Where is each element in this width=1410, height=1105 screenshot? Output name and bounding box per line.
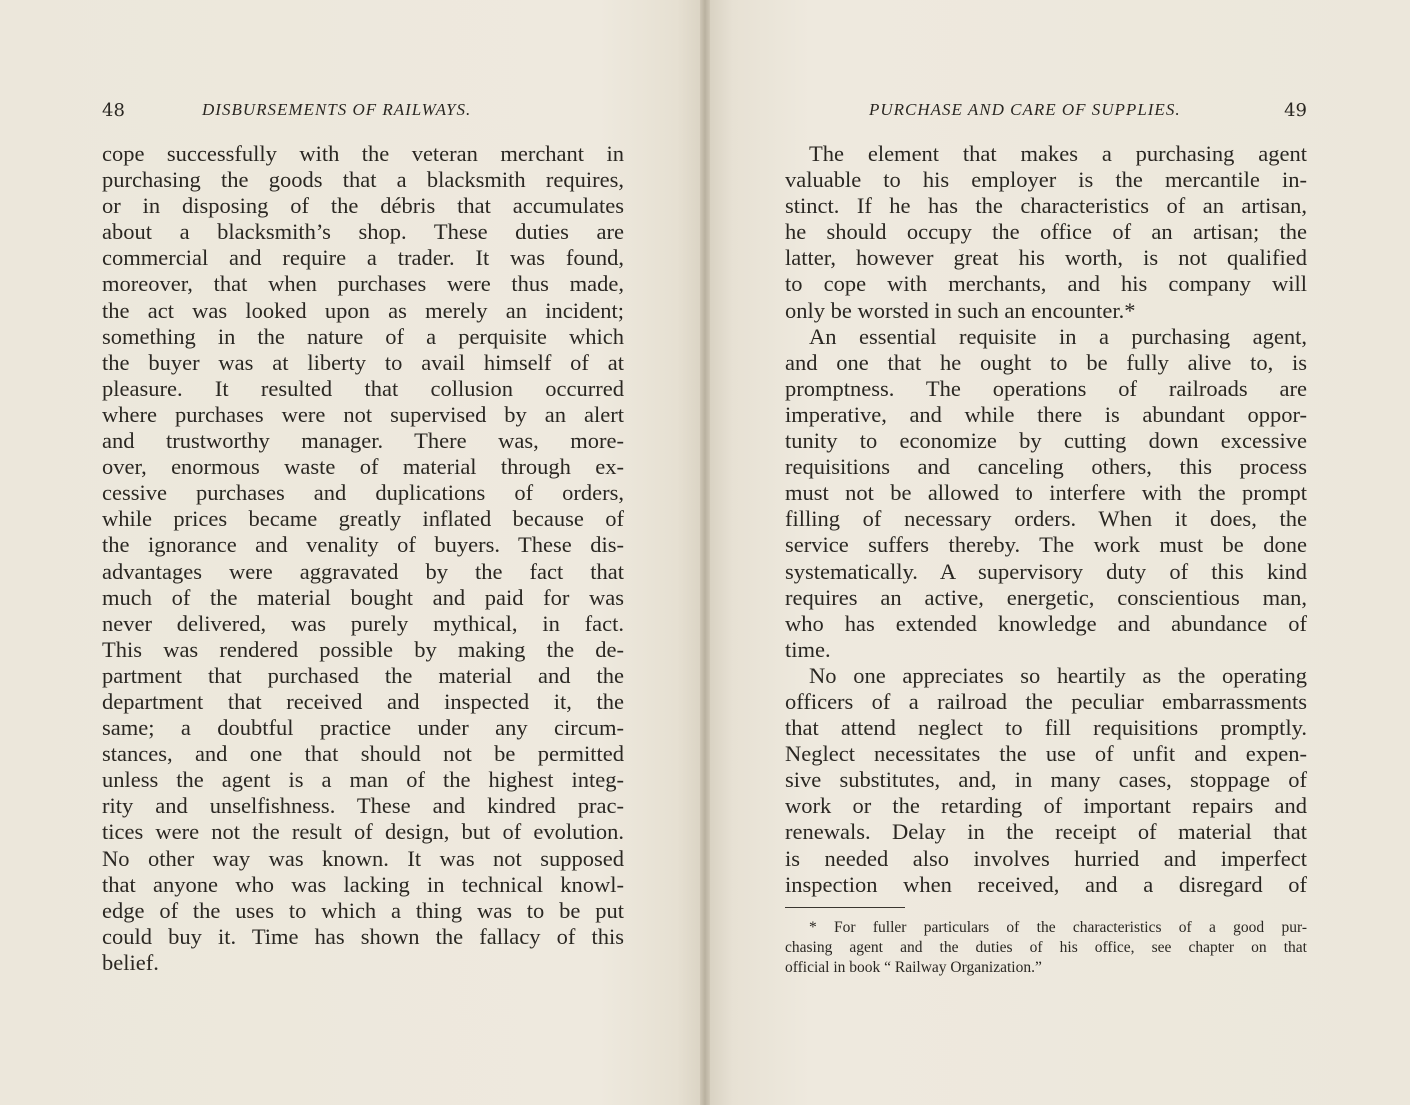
left-page-header	[102, 100, 624, 124]
footnote-rule	[785, 907, 905, 908]
text-line: same; a doubtful practice under any circum-	[102, 715, 624, 741]
text-line: to cope with merchants, and his company will	[785, 271, 1307, 297]
right-page	[705, 0, 1410, 1105]
text-line: tices were not the result of design, but of evolution.	[102, 819, 624, 845]
page-number: 49	[1284, 100, 1307, 121]
footnote	[785, 918, 1307, 978]
text-line: something in the nature of a perquisite which	[102, 323, 624, 349]
running-head: DISBURSEMENTS OF RAILWAYS.	[202, 100, 472, 119]
text-line: filling of necessary orders. When it does, the	[785, 506, 1307, 532]
text-line: department that received and inspected it, the	[102, 688, 624, 714]
text-line: rity and unselfishness. These and kindred prac-	[102, 793, 624, 819]
text-line: pleasure. It resulted that collusion occurred	[102, 375, 624, 401]
text-line: No other way was known. It was not supposed	[102, 845, 624, 871]
text-line: stinct. If he has the characteristics of an artisan,	[785, 193, 1307, 219]
text-line: service suffers thereby. The work must be done	[785, 532, 1307, 558]
book-gutter	[700, 0, 710, 1105]
text-line: cope successfully with the veteran merchant in	[102, 141, 624, 166]
text-line: tunity to economize by cutting down excessive	[785, 428, 1307, 454]
text-line: who has extended knowledge and abundance of	[785, 610, 1307, 636]
page-number: 48	[102, 100, 125, 121]
text-line: cessive purchases and duplications of orders,	[102, 480, 624, 506]
text-line: he should occupy the office of an artisan; the	[785, 219, 1307, 245]
text-line: The element that makes a purchasing agent	[809, 141, 1307, 166]
text-line: valuable to his employer is the mercantile in-	[785, 167, 1307, 193]
text-line: much of the material bought and paid for was	[102, 584, 624, 610]
text-line: promptness. The operations of railroads are	[785, 375, 1307, 401]
text-line: that anyone who was lacking in technical knowl-	[102, 871, 624, 897]
running-head: PURCHASE AND CARE OF SUPPLIES.	[869, 100, 1181, 119]
text-line: the act was looked upon as merely an incident;	[102, 297, 624, 323]
text-line: systematically. A supervisory duty of this kind	[785, 558, 1307, 584]
left-page-body	[102, 141, 624, 976]
footnote-line: chasing agent and the duties of his office, see chapter on that	[785, 939, 1307, 956]
text-line: An essential requisite in a purchasing agent,	[809, 323, 1307, 349]
text-line: stances, and one that should not be permitted	[102, 741, 624, 767]
footnote-line: * For fuller particulars of the characteristics of a good pur-	[809, 919, 1307, 936]
text-line: or in disposing of the débris that accumulates	[102, 193, 624, 219]
text-line: belief.	[102, 949, 159, 975]
right-page-header	[785, 100, 1307, 124]
text-line: unless the agent is a man of the highest integ-	[102, 767, 624, 793]
footnote-line: official in book “ Railway Organization.”	[785, 959, 1042, 976]
text-line: where purchases were not supervised by an alert	[102, 401, 624, 427]
text-line: inspection when received, and a disregard of	[785, 871, 1307, 897]
text-line: the ignorance and venality of buyers. These dis-	[102, 532, 624, 558]
text-line: work or the retarding of important repairs and	[785, 793, 1307, 819]
text-line: advantages were aggravated by the fact that	[102, 558, 624, 584]
text-line: never delivered, was purely mythical, in fact.	[102, 610, 624, 636]
text-line: over, enormous waste of material through ex-	[102, 454, 624, 480]
text-line: This was rendered possible by making the de-	[102, 636, 624, 662]
text-line: while prices became greatly inflated because of	[102, 506, 624, 532]
text-line: could buy it. Time has shown the fallacy of this	[102, 923, 624, 949]
text-line: and trustworthy manager. There was, more-	[102, 428, 624, 454]
text-line: latter, however great his worth, is not qualified	[785, 245, 1307, 271]
text-line: renewals. Delay in the receipt of material that	[785, 819, 1307, 845]
text-line: partment that purchased the material and the	[102, 662, 624, 688]
text-line: requires an active, energetic, conscientious man,	[785, 584, 1307, 610]
text-line: requisitions and canceling others, this process	[785, 454, 1307, 480]
text-line: that attend neglect to fill requisitions promptly.	[785, 715, 1307, 741]
text-line: time.	[785, 636, 831, 662]
text-line: edge of the uses to which a thing was to be put	[102, 897, 624, 923]
text-line: about a blacksmith’s shop. These duties are	[102, 219, 624, 245]
text-line: the buyer was at liberty to avail himself of at	[102, 349, 624, 375]
text-line: sive substitutes, and, in many cases, stoppage of	[785, 767, 1307, 793]
right-page-body	[785, 141, 1307, 898]
text-line: No one appreciates so heartily as the operating	[809, 662, 1307, 688]
text-line: imperative, and while there is abundant oppor-	[785, 401, 1307, 427]
text-line: must not be allowed to interfere with the prompt	[785, 480, 1307, 506]
text-line: and one that he ought to be fully alive to, is	[785, 349, 1307, 375]
text-line: commercial and require a trader. It was found,	[102, 245, 624, 271]
text-line: Neglect necessitates the use of unfit and expen-	[785, 741, 1307, 767]
text-line: officers of a railroad the peculiar embarrassments	[785, 688, 1307, 714]
text-line: only be worsted in such an encounter.*	[785, 297, 1136, 323]
text-line: is needed also involves hurried and imperfect	[785, 845, 1307, 871]
text-line: purchasing the goods that a blacksmith requires,	[102, 167, 624, 193]
text-line: moreover, that when purchases were thus made,	[102, 271, 624, 297]
